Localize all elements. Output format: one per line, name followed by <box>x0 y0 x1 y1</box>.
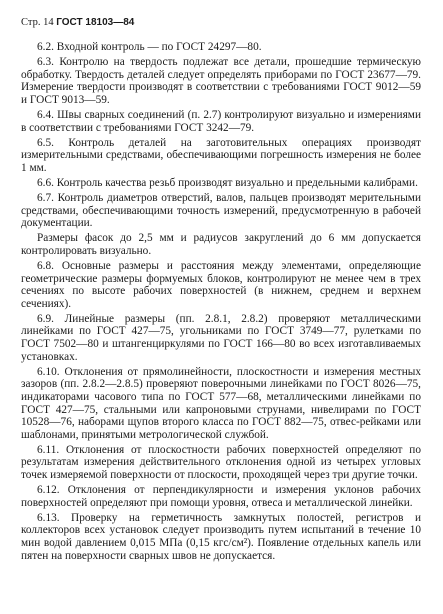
paragraph-6-12: 6.12. Отклонения от перпендикулярности и измерения уклонов рабочих поверхностей определяют при помощи уровня, отвеса и металлической линейки. <box>21 484 421 509</box>
document-body <box>21 41 421 562</box>
document-code: ГОСТ 18103—84 <box>56 17 135 28</box>
paragraph-6-6: 6.6. Контроль качества резьб производят визуально и предельными калибрами. <box>37 176 418 189</box>
paragraph-6-8: 6.8. Основные размеры и расстояния между элементами, определяющие геометрические размеры формуемых блоков, контролируют не менее чем в трех сечениях по высоте рабочих поверхностей (в нижнем, среднем и верхнем сечениях). <box>21 260 421 310</box>
paragraph-6-3: 6.3. Контролю на твердость подлежат все детали, прошедшие термическую обработку. Твердость деталей следует определять приборами по ГОСТ 23677—79. Измерение твердости производят в соответствии с требованиями ГОСТ 9012—59 и ГОСТ 9013—59. <box>21 56 421 106</box>
paragraph-6-9: 6.9. Линейные размеры (пп. 2.8.1, 2.8.2) проверяют металлическими линейками по ГОСТ 427—75, угольниками по ГОСТ 3749—77, рулетками по ГОСТ 7502—80 и штангенциркулями по ГОСТ 166—80 во всех изготавливаемых установках. <box>21 312 421 363</box>
page-header <box>21 16 421 29</box>
paragraph-6-10: 6.10. Отклонения от прямолинейности, плоскостности и измерения местных зазоров (пп. 2.8.2—2.8.5) проверяют поверочными линейками по ГОСТ 8026—75, индикаторами часового типа по ГОСТ 577—68, металлическими линейками по ГОСТ 427—75, стальными или капроновыми струнами, нивелирами по ГОСТ 10528—76, наборами щупов второго класса по ГОСТ 882—75, отвес-рейками или шаблонами, принятыми метрологической службой. <box>21 365 421 441</box>
paragraph-6-13: 6.13. Проверку на герметичность замкнутых полостей, регистров и коллекторов всех установок следует производить путем испытаний в течение 10 мин водой давлением 0,015 МПа (0,15 кгс/см²). Появление отдельных капель или пятен на поверхности сварных швов не допускается. <box>21 511 421 562</box>
paragraph-6-7: 6.7. Контроль диаметров отверстий, валов, пальцев производят мерительными средствами, обеспечивающими точность измерений, предусмотренную в рабочей документации. <box>21 192 421 230</box>
page-number: Стр. 14 <box>21 17 54 28</box>
paragraph-6-4: 6.4. Швы сварных соединений (п. 2.7) контролируют визуально и измерениями в соответствии с требованиями ГОСТ 3242—79. <box>21 108 421 134</box>
paragraph-6-11: 6.11. Отклонения от плоскостности рабочих поверхностей определяют по результатам измерения действительного отклонения одной из четырех угловых точек измеряемой поверхности от плоскости, проходящей через три другие точки. <box>21 443 421 481</box>
paragraph-chamfer-sizes: Размеры фасок до 2,5 мм и радиусов закруглений до 6 мм допускается контролировать визуально. <box>21 232 421 257</box>
paragraph-6-2: 6.2. Входной контроль — по ГОСТ 24297—80. <box>37 41 262 53</box>
paragraph-6-5: 6.5. Контроль деталей на заготовительных операциях производят измерительными средствами, обеспечивающими погрешность измерения не более 1 мм. <box>21 136 421 174</box>
